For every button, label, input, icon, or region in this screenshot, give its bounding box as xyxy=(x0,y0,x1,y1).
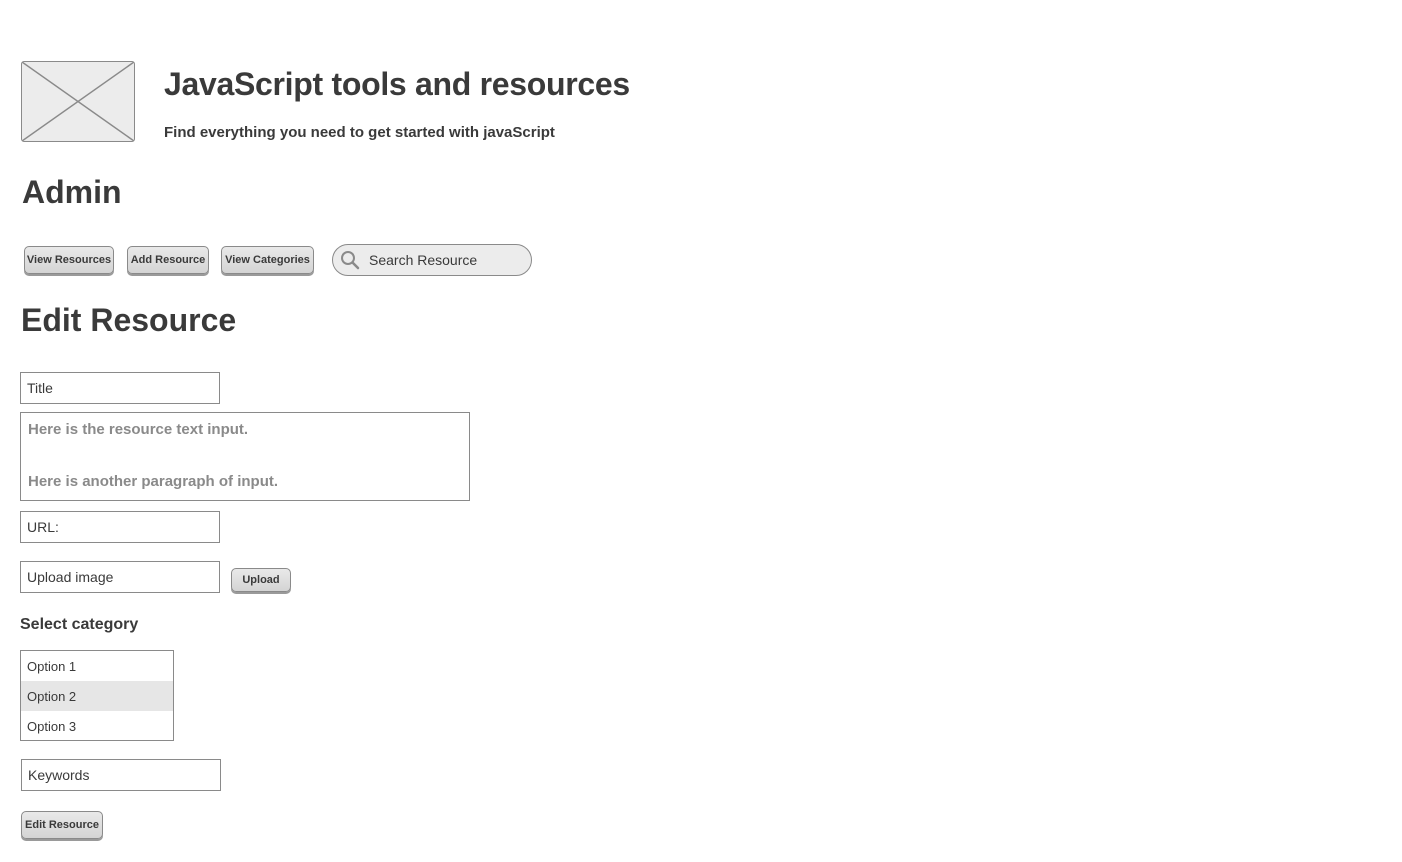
admin-heading: Admin xyxy=(22,174,122,210)
add-resource-button[interactable]: Add Resource xyxy=(127,246,209,274)
edit-resource-heading: Edit Resource xyxy=(21,302,237,338)
select-category-label: Select category xyxy=(20,616,139,633)
search-input[interactable] xyxy=(369,252,519,268)
url-field[interactable] xyxy=(20,511,220,543)
search-box[interactable] xyxy=(332,244,532,276)
image-placeholder-icon xyxy=(22,62,134,141)
upload-image-field[interactable] xyxy=(20,561,220,593)
resource-text-paragraph: Here is another paragraph of input. xyxy=(28,473,279,490)
category-listbox[interactable] xyxy=(20,650,174,741)
upload-button[interactable]: Upload xyxy=(231,568,291,592)
resource-text-area[interactable] xyxy=(20,412,470,501)
keywords-field[interactable] xyxy=(21,759,221,791)
logo-placeholder xyxy=(21,61,135,142)
view-resources-button[interactable]: View Resources xyxy=(24,246,114,274)
edit-resource-button[interactable]: Edit Resource xyxy=(21,811,103,839)
site-title: JavaScript tools and resources xyxy=(164,66,630,102)
resource-text-paragraph: Here is the resource text input. xyxy=(28,421,249,438)
search-icon xyxy=(339,249,361,271)
category-option-selected[interactable]: Option 2 xyxy=(21,681,173,711)
category-option[interactable]: Option 3 xyxy=(27,718,77,734)
title-field[interactable] xyxy=(20,372,220,404)
category-option[interactable]: Option 1 xyxy=(27,658,77,674)
view-categories-button[interactable]: View Categories xyxy=(221,246,314,274)
site-subtitle: Find everything you need to get started with javaScript xyxy=(164,124,555,141)
